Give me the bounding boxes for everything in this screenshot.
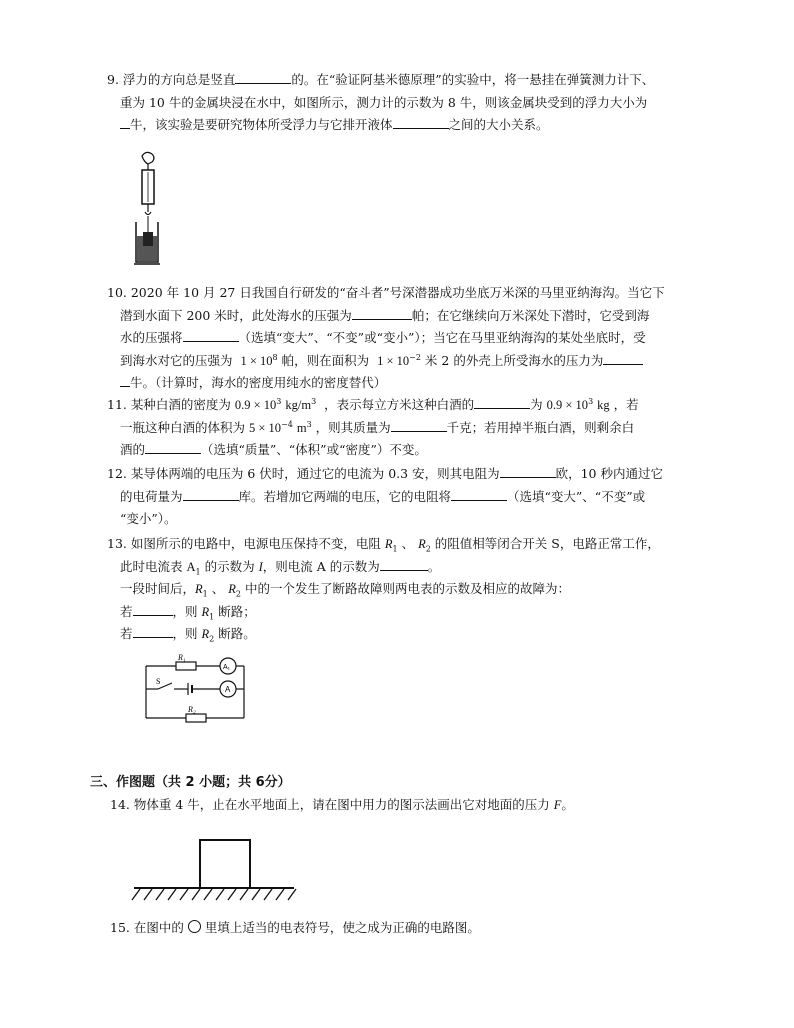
q10-line4: 到海水对它的压强为 $1 \times 10^8$ 帕，则在面积为 $1 \times 10^{-2}$ 米 2 的外壳上所受海水的压力为 xyxy=(107,350,757,373)
answer-blank[interactable] xyxy=(393,115,449,129)
answer-blank[interactable] xyxy=(352,306,412,320)
question-15 xyxy=(110,917,760,940)
q10-line2: 潜到水面下 200 米时，此处海水的压强为 帕；在它继续向万米深处下潜时，它受到海 xyxy=(120,307,650,323)
question-13 xyxy=(107,533,757,646)
q13-line3: 一段时间后，$R_1$ 、 $R_2$ 中的一个发生了断路故障则两电表的示数及相应的故障为： xyxy=(120,581,570,599)
ammeter-a-label: A xyxy=(225,685,231,694)
question-14 xyxy=(110,794,760,817)
q12-line1: 12. 某导体两端的电压为 6 伏时，通过它的电流为 0.3 安，则其电阻为 欧，10 秒内通过它 xyxy=(107,466,663,481)
r2-label: R₂ xyxy=(188,705,196,714)
answer-blank[interactable] xyxy=(235,70,291,84)
q9-line1: 9. 浮力的方向总是竖直 的。在“验证阿基米德原理”的实验中，将一悬挂在弹簧测力计下、 xyxy=(107,72,655,87)
answer-blank[interactable] xyxy=(380,557,428,571)
section-heading: 三、作图题（共 2 小题；共 6分） xyxy=(90,775,291,790)
ammeter-a1-label: A₁ xyxy=(223,664,231,671)
answer-blank[interactable] xyxy=(474,395,530,409)
q12-line2: 的电荷量为 库。若增加它两端的电压，它的电阻将 （选填“变大”、“不变”或 xyxy=(120,488,646,504)
answer-blank[interactable] xyxy=(145,440,201,454)
meter-circle-icon xyxy=(188,920,201,933)
q13-line1: 13. 如图所示的电路中，电源电压保持不变，电阻 $R_1$ 、 $R_2$ 的阻值相等闭合开关 S，电路正常工作， xyxy=(107,536,660,554)
answer-blank[interactable] xyxy=(391,418,447,432)
question-12 xyxy=(107,463,757,531)
q11-line1: 11. 某种白酒的密度为 $0.9 \times 10^3$ $kg/m^3$ ，表示每立方米这种白酒的 为 $0.9 \times 10^3$ kg ，若 xyxy=(107,396,639,412)
q10-line3: 水的压强将 （选填“变大”、“不变”或“变小”）；当它在马里亚纳海沟的某处坐底时，受 xyxy=(120,330,646,345)
q13-line4: 若 ，则 $R_1$ 断路； xyxy=(120,603,256,621)
question-9 xyxy=(107,69,757,137)
answer-blank[interactable] xyxy=(120,373,130,387)
q11-line3: 酒的 （选填“质量”、“体积”或“密度”）不变。 xyxy=(120,442,427,457)
box-on-ground-figure xyxy=(130,836,300,908)
switch-label: S xyxy=(156,677,161,686)
q12-line3: “变小”）。 xyxy=(120,511,177,526)
q13-line2: 此时电流表 $A_1$ 的示数为 I，则电流 A 的示数为 。 xyxy=(120,558,441,576)
question-10 xyxy=(107,282,757,395)
answer-blank[interactable] xyxy=(183,328,239,342)
q14-text: 14. 物体重 4 牛，止在水平地面上，请在图中用力的图示法画出它对地面的压力 F。 xyxy=(110,797,574,812)
answer-blank[interactable] xyxy=(500,464,556,478)
answer-blank[interactable] xyxy=(451,487,507,501)
answer-blank[interactable] xyxy=(133,602,173,616)
answer-blank[interactable] xyxy=(183,487,239,501)
q10-line5: 牛。（计算时，海水的密度用纯水的密度替代） xyxy=(107,372,757,395)
spring-scale-figure xyxy=(128,150,168,272)
q11-line2: 一瓶这种白酒的体积为 $5 \times 10^{-4}$ $m^3$ ，则其质量为 千克；若用掉半瓶白酒，则剩余白 xyxy=(120,419,635,435)
answer-blank[interactable] xyxy=(120,115,130,129)
q9-line3: 牛，该实验是要研究物体所受浮力与它排开液体 之间的大小关系。 xyxy=(107,114,757,137)
answer-blank[interactable] xyxy=(603,351,643,365)
answer-blank[interactable] xyxy=(133,624,173,638)
question-11 xyxy=(107,394,757,462)
q13-line5: 若 ，则 $R_2$ 断路。 xyxy=(120,626,256,644)
q10-line1: 10. 2020 年 10 月 27 日我国自行研发的“奋斗者”号深潜器成功坐底万米深的马里亚纳海沟。当它下 xyxy=(107,285,665,300)
q9-line2: 重为 10 牛的金属块浸在水中，如图所示，测力计的示数为 8 牛，则该金属块受到的浮力大小为 xyxy=(120,94,648,110)
q15-text: 15. 在图中的 里填上适当的电表符号，使之成为正确的电路图。 xyxy=(110,920,480,935)
r1-label: R₁ xyxy=(178,653,186,662)
circuit-diagram xyxy=(140,652,250,724)
